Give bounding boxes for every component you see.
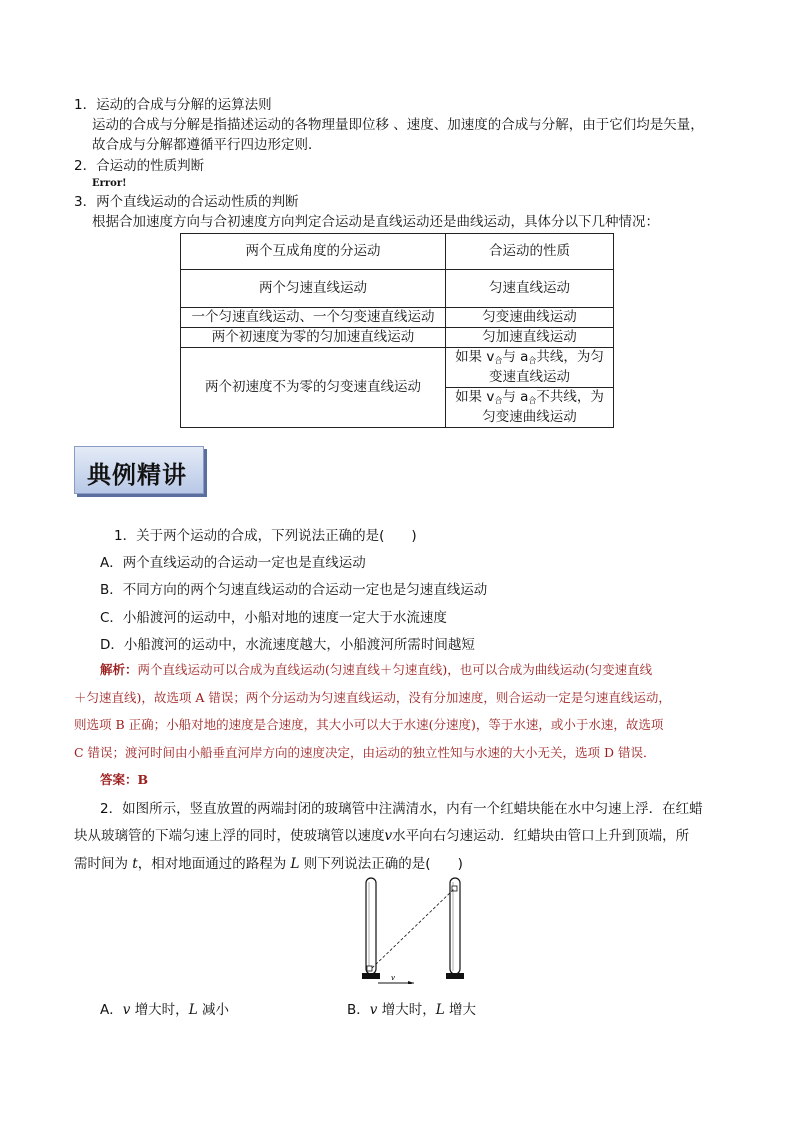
banner-title: 典例精讲 bbox=[87, 461, 187, 489]
section-1-body-line-2: 故合成与分解都遵循平行四边形定则． bbox=[92, 137, 322, 153]
question-2-option-a: A．v 增大时，L 减小 bbox=[100, 1002, 229, 1018]
velocity-arrowhead bbox=[408, 981, 414, 984]
table-cell: 两个初速度不为零的匀变速直线运动 bbox=[181, 348, 446, 428]
question-1-stem: 1．关于两个运动的合成，下列说法正确的是( ) bbox=[114, 528, 417, 544]
table-cell: 匀变速曲线运动 bbox=[446, 308, 614, 328]
table-cell: 如果 $v_合$与 $a_合$共线，为匀 变速直线运动 bbox=[446, 348, 614, 388]
question-1-option-d: D．小船渡河的运动中，水流速度越大，小船渡河所需时间越短 bbox=[100, 637, 475, 653]
table-cell: 如果 $v_合$与 $a_合$不共线，为 匀变速曲线运动 bbox=[446, 388, 614, 428]
analysis-label: 解析： bbox=[100, 662, 138, 677]
table-cell: 匀速直线运动 bbox=[446, 270, 614, 308]
table-cell: 两个初速度为零的匀加速直线运动 bbox=[181, 328, 446, 348]
left-tube-base bbox=[362, 973, 380, 979]
question-1-option-b: B．不同方向的两个匀速直线运动的合运动一定也是匀速直线运动 bbox=[100, 582, 488, 598]
question-2-line-1: 2．如图所示，竖直放置的两端封闭的玻璃管中注满清水，内有一个红蜡块能在水中匀速上浮．在红蜡 bbox=[100, 801, 703, 817]
section-1-title: 1．运动的合成与分解的运算法则 bbox=[74, 97, 272, 113]
table-row bbox=[181, 348, 614, 388]
table-header-cell: 两个互成角度的分运动 bbox=[181, 234, 446, 270]
section-1-body-line-1: 运动的合成与分解是指描述运动的各物理量即位移 、速度、加速度的合成与分解，由于它们均是矢量， bbox=[92, 117, 704, 133]
table-cell: 两个匀速直线运动 bbox=[181, 270, 446, 308]
section-2-title: 2．合运动的性质判断 bbox=[74, 158, 205, 174]
table-cell: 匀加速直线运动 bbox=[446, 328, 614, 348]
left-tube bbox=[366, 878, 376, 974]
table-header-row bbox=[181, 234, 614, 270]
glass-tube-figure bbox=[358, 876, 468, 984]
question-2-line-3: 需时间为 t，相对地面通过的路程为 L 则下列说法正确的是( ) bbox=[74, 856, 463, 872]
error-text: Error! bbox=[92, 178, 127, 189]
section-3-title: 3．两个直线运动的合运动性质的判断 bbox=[74, 194, 299, 210]
wax-block-start bbox=[367, 966, 372, 971]
question-1-option-c: C．小船渡河的运动中，小船对地的速度一定大于水流速度 bbox=[100, 610, 447, 626]
analysis-line-3: 则选项 B 正确；小船对地的速度是合速度，其大小可以大于水速(分速度)，等于水速，或小于水速，故选项 bbox=[74, 717, 664, 732]
right-tube bbox=[450, 878, 460, 974]
path-line bbox=[372, 889, 454, 968]
question-2-option-b: B．v 增大时，L 增大 bbox=[347, 1002, 476, 1018]
question-2-line-2: 块从玻璃管的下端匀速上浮的同时，使玻璃管以速度v水平向右匀速运动．红蜡块由管口上升到顶端，所 bbox=[74, 828, 690, 844]
analysis-line-4: C 错误；渡河时间由小船垂直河岸方向的速度决定，由运动的独立性知与水速的大小无关，选项 D 错误． bbox=[74, 745, 656, 760]
table-row bbox=[181, 308, 614, 328]
answer-text: 答案：B bbox=[100, 772, 149, 787]
section-3-body: 根据合加速度方向与合初速度方向判定合运动是直线运动还是曲线运动，具体分以下几种情况： bbox=[92, 214, 659, 230]
table-row bbox=[181, 270, 614, 308]
analysis-line-1: 解析：两个直线运动可以合成为直线运动(匀速直线＋匀速直线)，也可以合成为曲线运动(匀变速直线 bbox=[100, 662, 653, 677]
table-cell: 一个匀速直线运动、一个匀变速直线运动 bbox=[181, 308, 446, 328]
table-row bbox=[181, 328, 614, 348]
table-header-cell: 合运动的性质 bbox=[446, 234, 614, 270]
section-banner bbox=[74, 446, 204, 494]
velocity-label: v bbox=[391, 974, 395, 982]
analysis-line-2: ＋匀速直线)，故选项 A 错误；两个分运动为匀速直线运动，没有分加速度，则合运动一定是匀速直线运动， bbox=[74, 690, 671, 705]
motion-properties-table bbox=[180, 233, 614, 428]
right-tube-base bbox=[446, 973, 464, 979]
question-1-option-a: A．两个直线运动的合运动一定也是直线运动 bbox=[100, 555, 366, 571]
